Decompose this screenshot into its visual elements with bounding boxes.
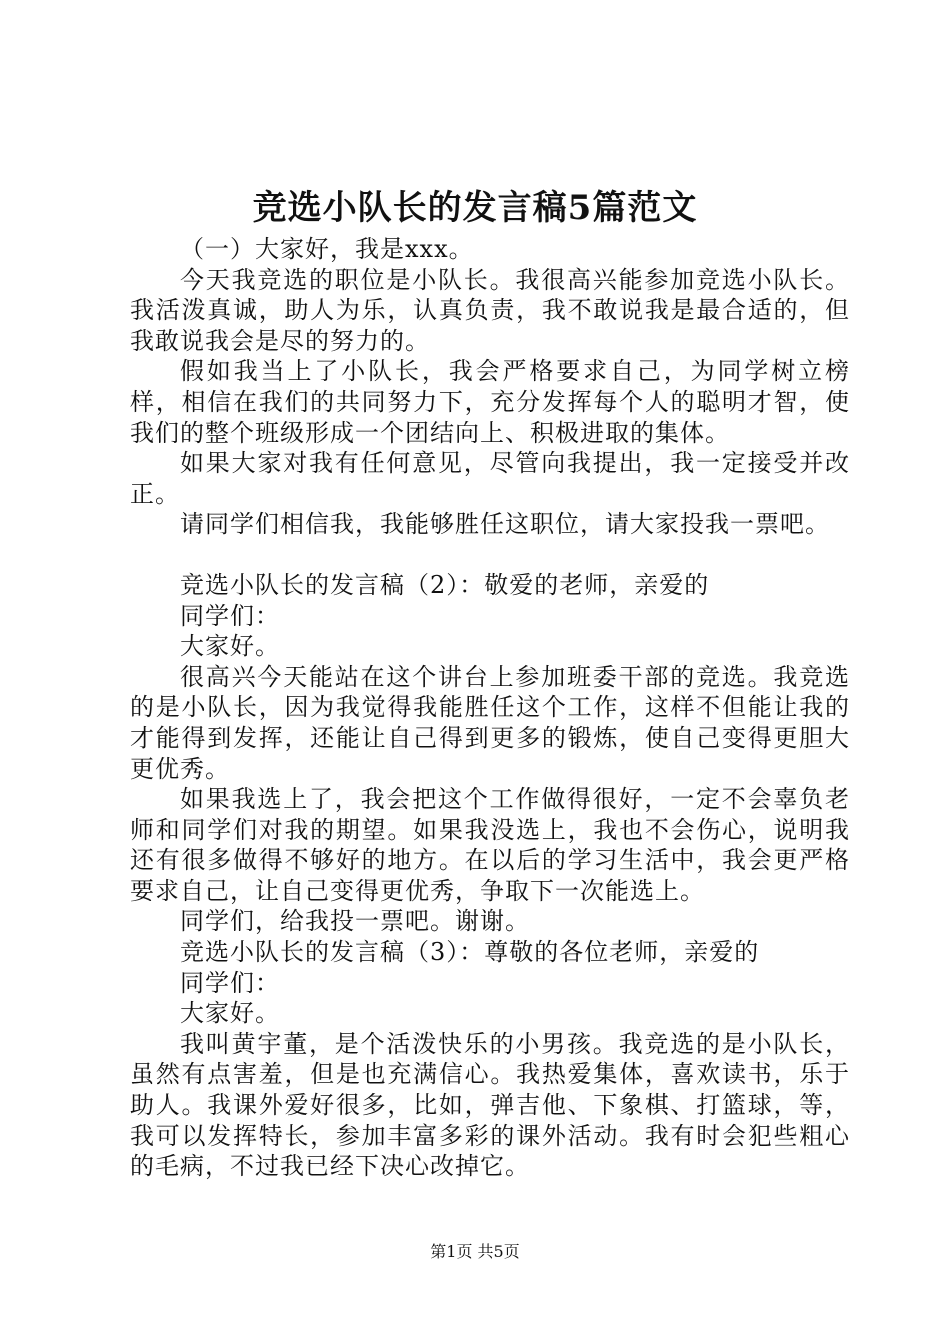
paragraph: 我叫黄宇董，是个活泼快乐的小男孩。我竞选的是小队长，虽然有点害羞，但是也充满信心。我热爱集体，喜欢读书，乐于助人。我课外爱好很多，比如，弹吉他、下象棋、打篮球，等，我可以发挥特长，参加丰富多彩的课外活动。我有时会犯些粗心的毛病，不过我已经下决心改掉它。 bbox=[130, 1029, 850, 1181]
greeting: 大家好。 bbox=[180, 999, 280, 1028]
paragraph: 假如我当上了小队长，我会严格要求自己，为同学树立榜样，相信在我们的共同努力下，充分发挥每个人的聪明才智，使我们的整个班级形成一个团结向上、积极进取的集体。 bbox=[130, 357, 850, 447]
paragraph: 同学们，给我投一票吧。谢谢。 bbox=[180, 907, 530, 936]
document-title: 竞选小队长的发言稿5篇范文 bbox=[252, 188, 698, 228]
paragraph-intro: （一）大家好，我是xxx。 bbox=[180, 235, 474, 263]
paragraph: 今天我竞选的职位是小队长。我很高兴能参加竞选小队长。我活泼真诚，助人为乐，认真负责，我不敢说我是最合适的，但我敢说我会是尽的努力的。 bbox=[130, 265, 850, 355]
page-footer: 第1页 共5页 bbox=[430, 1242, 520, 1261]
salutation: 同学们： bbox=[180, 968, 280, 997]
section-heading-2: 竞选小队长的发言稿（2）：敬爱的老师，亲爱的 bbox=[180, 570, 710, 599]
paragraph: 请同学们相信我，我能够胜任这职位，请大家投我一票吧。 bbox=[180, 510, 830, 539]
section-heading-3: 竞选小队长的发言稿（3）：尊敬的各位老师，亲爱的 bbox=[180, 938, 760, 967]
paragraph: 如果大家对我有任何意见，尽管向我提出，我一定接受并改正。 bbox=[130, 449, 850, 508]
salutation: 同学们： bbox=[180, 601, 280, 630]
paragraph: 很高兴今天能站在这个讲台上参加班委干部的竞选。我竞选的是小队长，因为我觉得我能胜任这个工作，这样不但能让我的才能得到发挥，还能让自己得到更多的锻炼，使自己变得更胆大更优秀。 bbox=[130, 662, 850, 783]
document-body bbox=[130, 234, 850, 1182]
paragraph: 如果我选上了，我会把这个工作做得很好，一定不会辜负老师和同学们对我的期望。如果我没选上，我也不会伤心，说明我还有很多做得不够好的地方。在以后的学习生活中，我会更严格要求自己，让自己变得更优秀，争取下一次能选上。 bbox=[130, 785, 850, 905]
greeting: 大家好。 bbox=[180, 632, 280, 661]
